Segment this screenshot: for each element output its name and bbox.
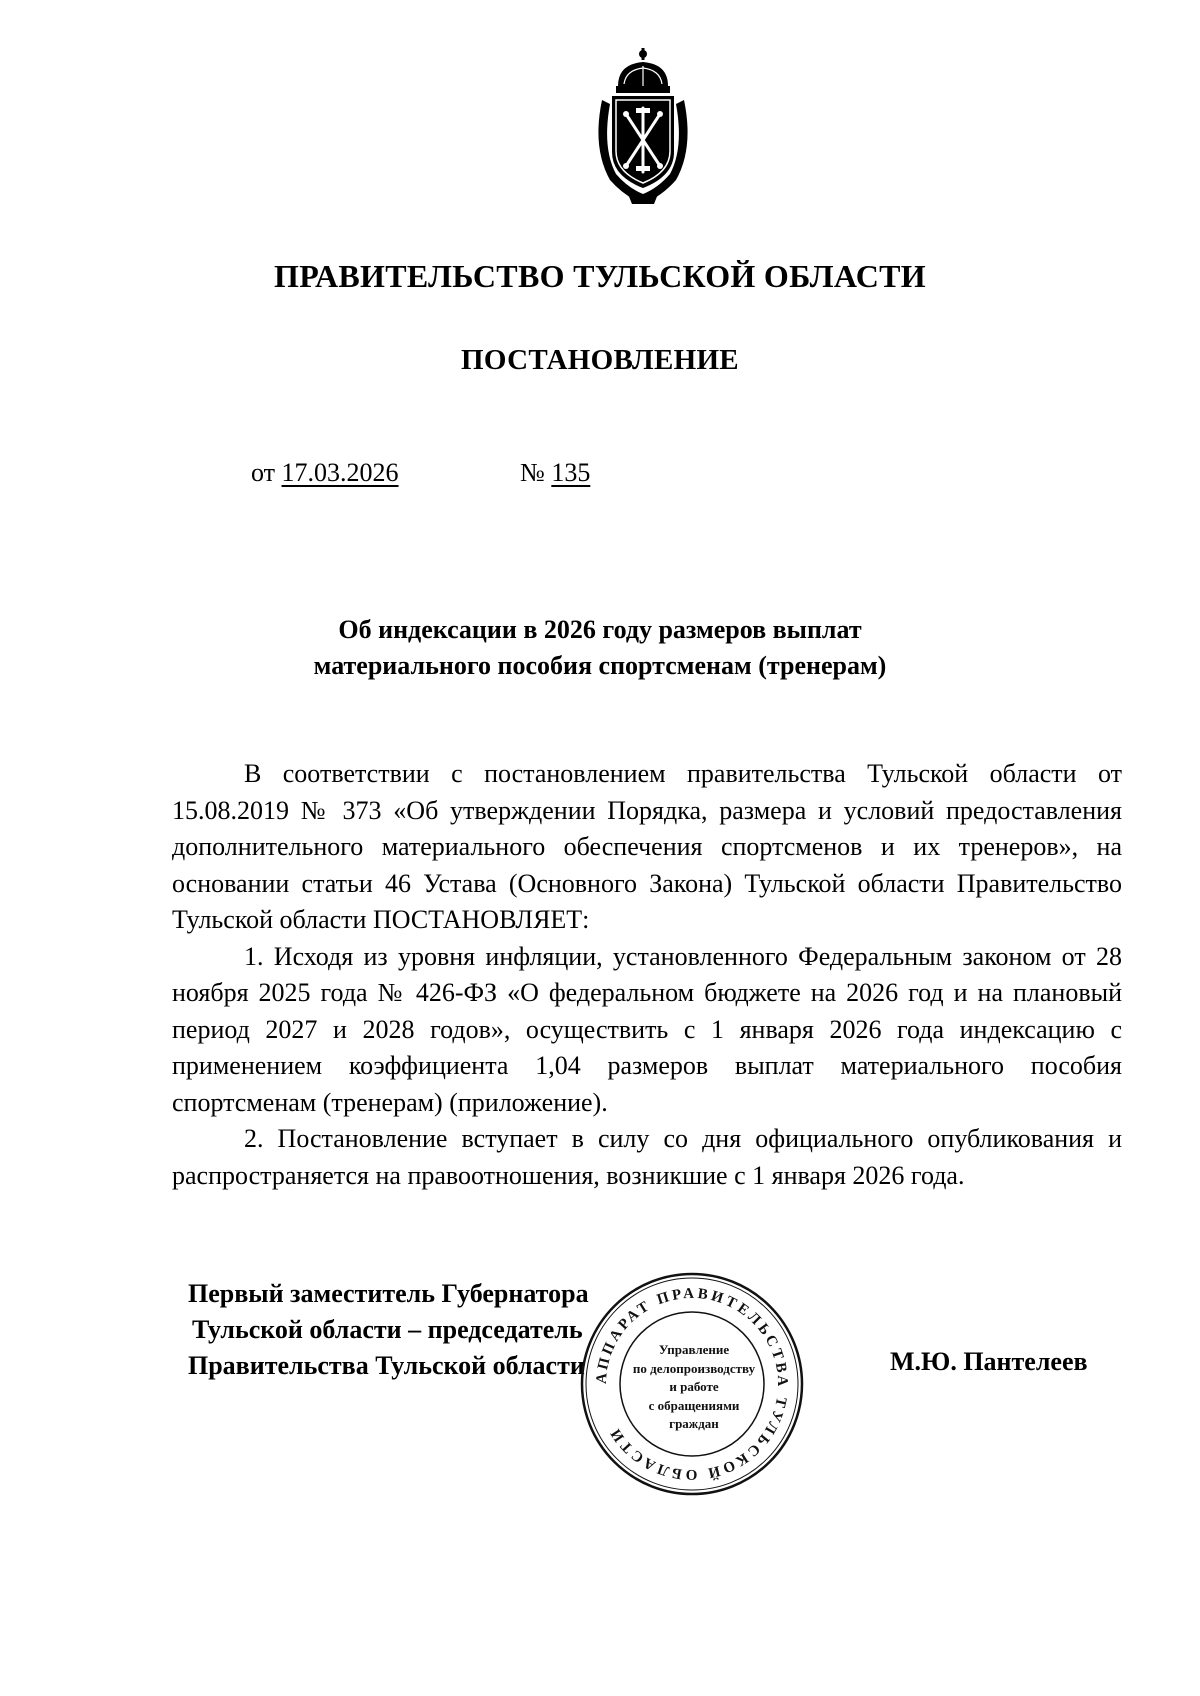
document-subject	[0, 612, 1200, 684]
position-line-1: Первый заместитель Губернатора	[188, 1279, 589, 1308]
seal-ring-text: АППАРАТ ПРАВИТЕЛЬСТВА ТУЛЬСКОЙ ОБЛАСТИ	[593, 1285, 791, 1483]
date-value: 17.03.2026	[281, 458, 399, 487]
document-date	[251, 458, 399, 488]
position-line-3: Правительства Тульской области	[188, 1351, 585, 1380]
organization-title: ПРАВИТЕЛЬСТВО ТУЛЬСКОЙ ОБЛАСТИ	[274, 258, 926, 294]
body-item-1: 1. Исходя из уровня инфляции, установленного Федеральным законом от 28 ноября 2025 года № 426-ФЗ «О федеральном бюджете на 2026 год и на плановый период 2027 и 2028 годов», осуществить с 1 января 2026 года индексацию с применением коэффициента 1,04 размеров выплат материального пособия спортсменам (тренерам) (приложение).	[172, 941, 1122, 1117]
seal-center-line-5: граждан	[669, 1416, 719, 1431]
number-prefix: №	[520, 458, 545, 487]
document-type: ПОСТАНОВЛЕНИЕ	[461, 344, 739, 376]
subject-line-2: материального пособия спортсменам (тренерам)	[313, 651, 887, 680]
number-value: 135	[551, 458, 591, 487]
seal-center-line-2: по делопроизводству	[632, 1361, 756, 1376]
date-prefix: от	[251, 458, 276, 487]
document-number	[520, 458, 590, 488]
coat-of-arms-icon	[588, 48, 698, 208]
seal-center-line-3: и работе	[669, 1379, 719, 1394]
official-seal-icon	[578, 1270, 806, 1498]
seal-center-line-1: Управление	[658, 1342, 730, 1357]
body-item-2: 2. Постановление вступает в силу со дня официального опубликования и распространяется на правоотношения, возникшие с 1 января 2026 года.	[172, 1124, 1122, 1190]
body-preamble: В соответствии с постановлением правительства Тульской области от 15.08.2019 № 373 «Об утверждении Порядка, размера и условий предоставления дополнительного материального обеспечения спортсменов и их тренеров», на основании статьи 46 Устава (Основного Закона) Тульской области Правительство Тульской области ПОСТАНОВЛЯЕТ:	[172, 759, 1122, 934]
signatory-name: М.Ю. Пантелеев	[890, 1347, 1088, 1376]
seal-center-line-4: с обращениями	[648, 1398, 740, 1413]
subject-line-1: Об индексации в 2026 году размеров выплат	[338, 615, 862, 644]
position-line-2: Тульской области – председатель	[192, 1315, 583, 1344]
document-body	[172, 756, 1122, 1194]
